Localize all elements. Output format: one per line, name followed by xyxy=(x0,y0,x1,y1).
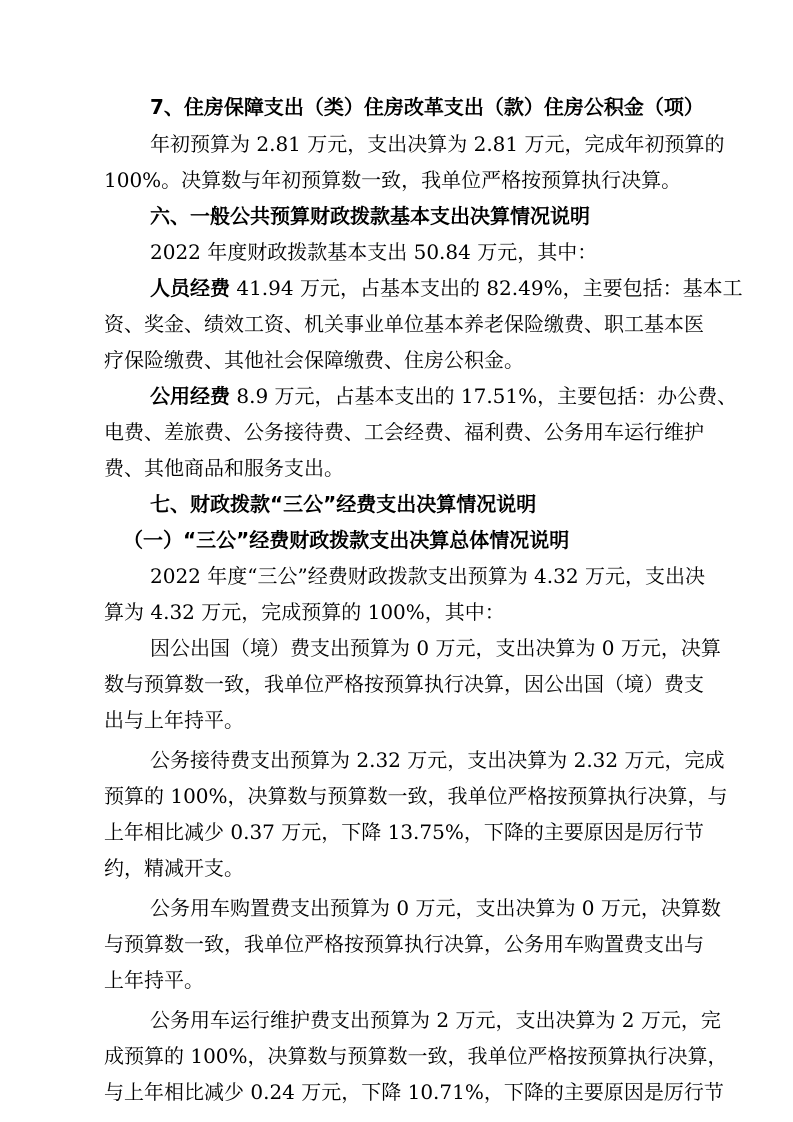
paragraph-line xyxy=(104,702,793,738)
paragraph-line xyxy=(104,450,793,486)
term-personnel-costs: 人员经费 xyxy=(150,276,230,300)
term-public-costs: 公用经费 xyxy=(150,384,230,408)
subsection-heading-overall xyxy=(123,522,793,558)
paragraph-line xyxy=(104,778,793,814)
text-span: 公务用车运行维护费支出预算为 2 万元，支出决算为 2 万元，完 xyxy=(150,1008,721,1032)
paragraph-line xyxy=(104,666,793,702)
paragraph-line xyxy=(104,342,793,378)
text-span: 41.94 万元，占基本支出的 82.49%，主要包括：基本工 xyxy=(230,276,743,300)
text-span: 资、奖金、绩效工资、机关事业单位基本养老保险缴费、职工基本医 xyxy=(104,312,704,336)
text-span: 因公出国（境）费支出预算为 0 万元，支出决算为 0 万元，决算 xyxy=(150,636,721,660)
paragraph-line xyxy=(150,378,793,414)
text-span: 数与预算数一致，我单位严格按预算执行决算，因公出国（境）费支 xyxy=(104,672,704,696)
text-span: 公务接待费支出预算为 2.32 万元，支出决算为 2.32 万元，完成 xyxy=(150,748,725,772)
text-span: 100%。决算数与年初预算数一致，我单位严格按预算执行决算。 xyxy=(104,168,682,192)
text-span: 与上年相比减少 0.24 万元，下降 10.71%，下降的主要原因是厉行节 xyxy=(104,1080,724,1104)
heading-text: （一）“三公”经费财政拨款支出决算总体情况说明 xyxy=(123,528,570,552)
section-heading-basic-expenditure xyxy=(150,198,793,234)
paragraph-line xyxy=(104,594,793,630)
paragraph-line xyxy=(150,126,793,162)
paragraph-line xyxy=(104,850,793,886)
text-span: 疗保险缴费、其他社会保障缴费、住房公积金。 xyxy=(104,348,524,372)
text-span: 2022 年度财政拨款基本支出 50.84 万元，其中： xyxy=(150,240,598,264)
text-span: 与预算数一致，我单位严格按预算执行决算，公务用车购置费支出与 xyxy=(104,932,704,956)
heading-text: 六、一般公共预算财政拨款基本支出决算情况说明 xyxy=(150,204,590,228)
text-span: 8.9 万元，占基本支出的 17.51%，主要包括：办公费、 xyxy=(230,384,738,408)
paragraph-line xyxy=(150,630,793,666)
heading-text: 七、财政拨款“三公”经费支出决算情况说明 xyxy=(150,492,537,516)
text-span: 费、其他商品和服务支出。 xyxy=(104,456,344,480)
paragraph-line xyxy=(104,162,793,198)
paragraph-line xyxy=(104,414,793,450)
paragraph-line xyxy=(104,1074,793,1110)
text-span: 算为 4.32 万元，完成预算的 100%，其中： xyxy=(104,600,505,624)
text-span: 成预算的 100%，决算数与预算数一致，我单位严格按预算执行决算， xyxy=(104,1044,728,1068)
text-span: 电费、差旅费、公务接待费、工会经费、福利费、公务用车运行维护 xyxy=(104,420,704,444)
heading-housing-fund-item xyxy=(150,89,793,125)
text-span: 年初预算为 2.81 万元，支出决算为 2.81 万元，完成年初预算的 xyxy=(150,132,725,156)
paragraph-line xyxy=(150,558,793,594)
paragraph-line xyxy=(150,742,793,778)
text-span: 预算的 100%，决算数与预算数一致，我单位严格按预算执行决算，与 xyxy=(104,784,728,808)
text-span: 上年持平。 xyxy=(104,968,204,992)
paragraph-line xyxy=(150,234,793,270)
heading-text: 7、住房保障支出（类）住房改革支出（款）住房公积金（项） xyxy=(150,95,704,119)
section-heading-three-public xyxy=(150,486,793,522)
text-span: 公务用车购置费支出预算为 0 万元，支出决算为 0 万元，决算数 xyxy=(150,896,721,920)
paragraph-line xyxy=(150,270,793,306)
paragraph-line xyxy=(104,962,793,998)
paragraph-line xyxy=(150,1002,793,1038)
paragraph-line xyxy=(104,1038,793,1074)
text-span: 2022 年度“三公”经费财政拨款支出预算为 4.32 万元，支出决 xyxy=(150,564,705,588)
text-span: 上年相比减少 0.37 万元，下降 13.75%，下降的主要原因是厉行节 xyxy=(104,820,704,844)
paragraph-line xyxy=(104,926,793,962)
text-span: 约，精减开支。 xyxy=(104,856,244,880)
paragraph-line xyxy=(150,890,793,926)
paragraph-line xyxy=(104,306,793,342)
text-span: 出与上年持平。 xyxy=(104,708,244,732)
paragraph-line xyxy=(104,814,793,850)
